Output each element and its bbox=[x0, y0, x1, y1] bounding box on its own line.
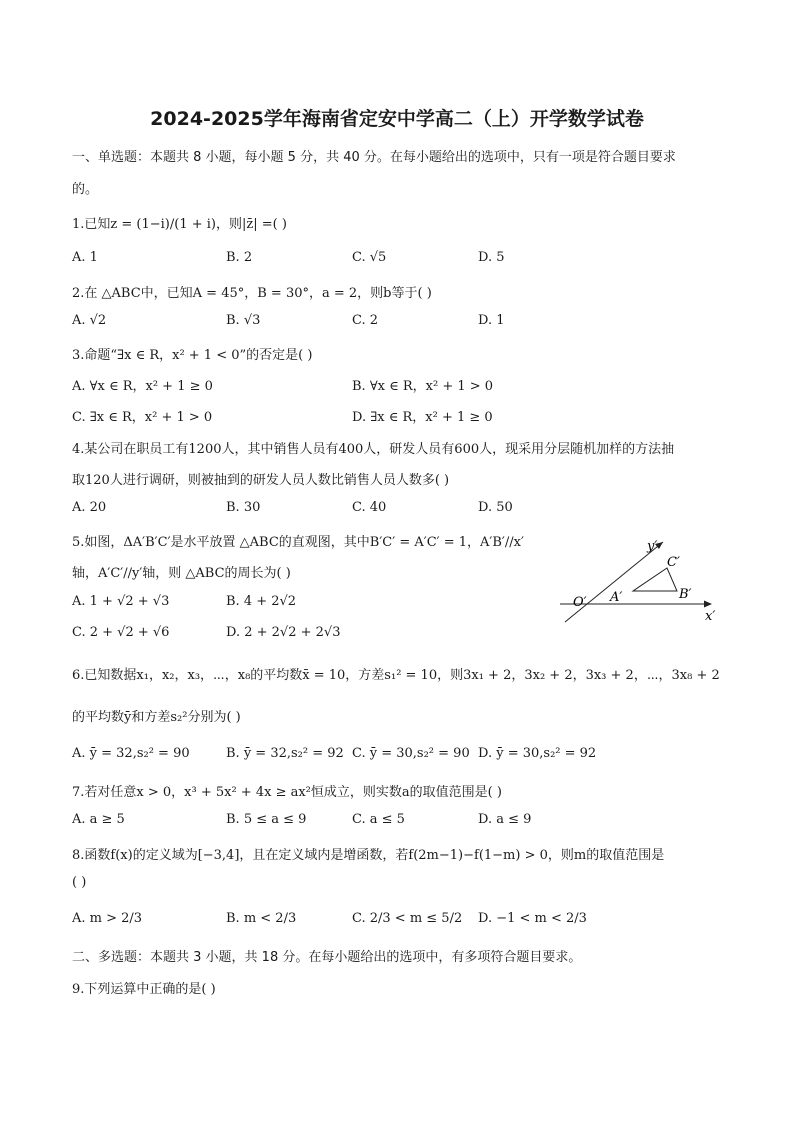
q3-option-d: D. ∃x ∈ R，x² + 1 ≥ 0 bbox=[352, 410, 493, 425]
q6-option-a: A. ȳ = 32,s₂² = 90 bbox=[72, 746, 190, 761]
q1-option-b: B. 2 bbox=[226, 250, 253, 265]
q8-option-c: C. 2/3 < m ≤ 5/2 bbox=[352, 911, 463, 926]
c-prime-label: C′ bbox=[667, 555, 680, 570]
q2-option-a: A. √2 bbox=[72, 313, 107, 328]
q8-option-d: D. −1 < m < 2/3 bbox=[478, 911, 587, 926]
q8-option-b: B. m < 2/3 bbox=[226, 911, 297, 926]
q8-option-a: A. m > 2/3 bbox=[72, 911, 143, 926]
q6-option-d: D. ȳ = 30,s₂² = 92 bbox=[478, 746, 597, 761]
q6-option-c: C. ȳ = 30,s₂² = 90 bbox=[352, 746, 470, 761]
oblique-projection-figure bbox=[555, 532, 725, 627]
q7-option-a: A. a ≥ 5 bbox=[72, 812, 125, 827]
b-prime-label: B′ bbox=[679, 587, 692, 602]
q4-option-a: A. 20 bbox=[72, 500, 107, 515]
q4-option-b: B. 30 bbox=[226, 500, 261, 515]
question-6-stem-cont: 的平均数ȳ和方差s₂²分别为( ) bbox=[72, 710, 241, 725]
y-prime-axis bbox=[565, 542, 663, 622]
q3-option-b: B. ∀x ∈ R，x² + 1 > 0 bbox=[352, 379, 494, 394]
q7-option-d: D. a ≤ 9 bbox=[478, 812, 532, 827]
q3-option-a: A. ∀x ∈ R，x² + 1 ≥ 0 bbox=[72, 379, 213, 394]
q6-option-b: B. ȳ = 32,s₂² = 92 bbox=[226, 746, 344, 761]
o-prime-label: O′ bbox=[573, 595, 587, 610]
question-7-stem: 7.若对任意x > 0，x³ + 5x² + 4x ≥ ax²恒成立，则实数a的取值范围是( ) bbox=[72, 785, 502, 800]
question-5-stem-cont: 轴，A′C′//y′轴，则 △ABC的周长为( ) bbox=[72, 566, 291, 581]
a-prime-label: A′ bbox=[610, 590, 623, 605]
question-2-stem: 2.在 △ABC中，已知A = 45°，B = 30°，a = 2，则b等于( ) bbox=[72, 286, 432, 301]
question-8-stem-cont: ( ) bbox=[72, 875, 87, 890]
x-prime-arrow bbox=[704, 601, 712, 608]
q2-option-d: D. 1 bbox=[478, 313, 505, 328]
q5-option-a: A. 1 + √2 + √3 bbox=[72, 594, 170, 609]
q5-option-d: D. 2 + 2√2 + 2√3 bbox=[226, 625, 341, 640]
question-4-stem: 4.某公司在职员工有1200人，其中销售人员有400人，研发人员有600人，现采用分层随机加样的方法抽 bbox=[72, 442, 675, 457]
section1-instructions-cont: 的。 bbox=[72, 182, 99, 197]
q5-option-c: C. 2 + √2 + √6 bbox=[72, 625, 170, 640]
question-1-stem: 1.已知z = (1−i)/(1 + i)，则|z̄| =( ) bbox=[72, 217, 287, 232]
x-prime-label: x′ bbox=[705, 609, 716, 624]
q4-option-c: C. 40 bbox=[352, 500, 387, 515]
q7-option-c: C. a ≤ 5 bbox=[352, 812, 405, 827]
question-5-stem: 5.如图，ΔA′B′C′是水平放置 △ABC的直观图，其中B′C′ = A′C′ = 1，A′B′//x′ bbox=[72, 535, 524, 550]
q2-option-c: C. 2 bbox=[352, 313, 379, 328]
question-3-stem: 3.命题“∃x ∈ R，x² + 1 < 0”的否定是( ) bbox=[72, 348, 313, 363]
question-4-stem-cont: 取120人进行调研，则被抽到的研发人员人数比销售人员人数多( ) bbox=[72, 473, 450, 488]
exam-title: 2024-2025学年海南省定安中学高二（上）开学数学试卷 bbox=[150, 108, 644, 130]
q1-option-d: D. 5 bbox=[478, 250, 505, 265]
q1-option-a: A. 1 bbox=[72, 250, 98, 265]
q3-option-c: C. ∃x ∈ R，x² + 1 > 0 bbox=[72, 410, 213, 425]
question-9-stem: 9.下列运算中正确的是( ) bbox=[72, 982, 216, 997]
q7-option-b: B. 5 ≤ a ≤ 9 bbox=[226, 812, 307, 827]
section1-instructions: 一、单选题：本题共 8 小题，每小题 5 分，共 40 分。在每小题给出的选项中，只有一项是符合题目要求 bbox=[72, 150, 676, 165]
triangle-abc-prime bbox=[633, 568, 677, 591]
q2-option-b: B. √3 bbox=[226, 313, 261, 328]
section2-instructions: 二、多选题：本题共 3 小题，共 18 分。在每小题给出的选项中，有多项符合题目要求。 bbox=[72, 950, 582, 965]
q5-option-b: B. 4 + 2√2 bbox=[226, 594, 297, 609]
q4-option-d: D. 50 bbox=[478, 500, 513, 515]
q1-option-c: C. √5 bbox=[352, 250, 387, 265]
y-prime-label: y′ bbox=[647, 539, 658, 554]
question-8-stem: 8.函数f(x)的定义域为[−3,4]，且在定义域内是增函数，若f(2m−1)−f(1−m) > 0，则m的取值范围是 bbox=[72, 848, 665, 863]
question-6-stem: 6.已知数据x₁，x₂，x₃，⋯，x₈的平均数x̄ = 10，方差s₁² = 10，则3x₁ + 2，3x₂ + 2，3x₃ + 2，⋯，3x₈ + 2 bbox=[72, 668, 720, 683]
